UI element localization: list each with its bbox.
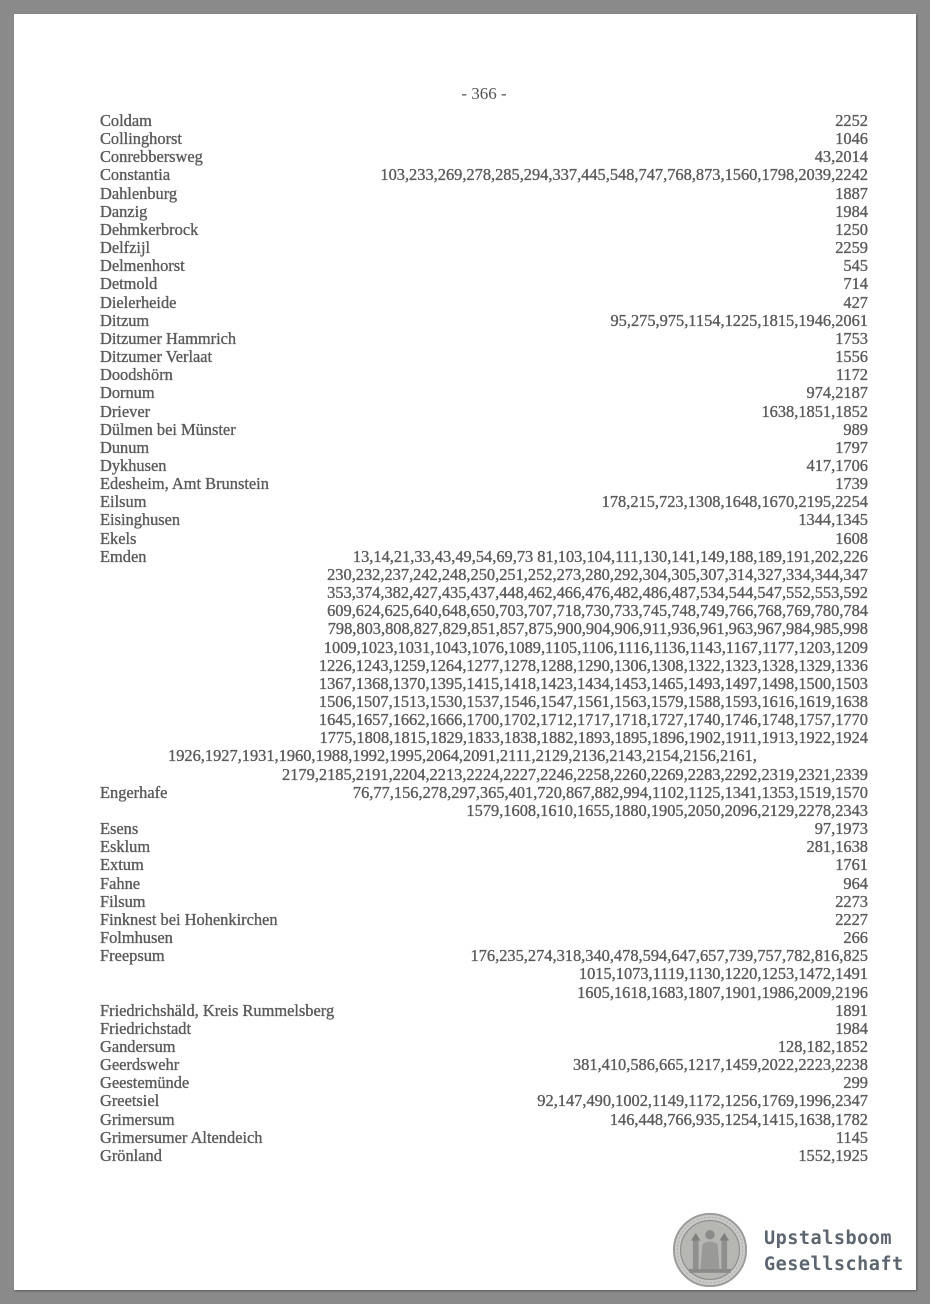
page-references-continuation: 353,374,382,427,435,437,448,462,466,476,482,486,487,534,544,547,552,553,592 xyxy=(327,583,868,603)
index-entry-line xyxy=(100,947,868,965)
index-entry-line xyxy=(100,1129,868,1147)
place-name: Grimersumer Altendeich xyxy=(100,1127,263,1147)
place-name: Doodshörn xyxy=(100,365,173,385)
publisher-name-line2: Gesellschaft xyxy=(764,1254,904,1275)
page-references: 2259 xyxy=(835,238,868,258)
index-entry-line xyxy=(100,439,868,457)
page-references: 714 xyxy=(843,274,868,294)
place-name: Ditzumer Hammrich xyxy=(100,328,237,348)
page-references: 417,1706 xyxy=(806,455,868,475)
page-references: 281,1638 xyxy=(806,837,868,857)
page-references: 1145 xyxy=(835,1127,868,1147)
place-name: Driever xyxy=(100,401,151,421)
index-entry xyxy=(100,439,868,457)
index-entry-line xyxy=(100,421,868,439)
place-name: Freepsum xyxy=(100,946,165,966)
index-entry xyxy=(100,1074,868,1092)
index-entry xyxy=(100,403,868,421)
page-references: 2273 xyxy=(835,891,868,911)
page-references-continuation: 1367,1368,1370,1395,1415,1418,1423,1434,1453,1465,1493,1497,1498,1500,1503 xyxy=(318,673,868,693)
page-references-continuation: 1009,1023,1031,1043,1076,1089,1105,1106,1116,1136,1143,1167,1177,1203,1209 xyxy=(323,637,868,657)
index-entry-line xyxy=(100,221,868,239)
index-entry xyxy=(100,511,868,529)
index-entry-line xyxy=(100,1147,868,1165)
page-references-continuation: 2179,2185,2191,2204,2213,2224,2227,2246,2258,2260,2269,2283,2292,2319,2321,2339 xyxy=(282,764,868,784)
page-references: 97,1973 xyxy=(814,819,868,839)
page-references: 989 xyxy=(843,419,868,439)
place-name: Dykhusen xyxy=(100,455,167,475)
index-entry xyxy=(100,530,868,548)
index-entry xyxy=(100,1092,868,1110)
page-references: 2252 xyxy=(835,111,868,130)
index-entry-line xyxy=(100,166,868,184)
page-references: 1172 xyxy=(835,365,868,385)
index-entry-line xyxy=(100,384,868,402)
seal-icon xyxy=(672,1212,748,1288)
publisher-name xyxy=(764,1226,904,1278)
index-entry xyxy=(100,457,868,475)
index-entry xyxy=(100,548,868,784)
index-entry-line xyxy=(100,838,868,856)
place-name: Esklum xyxy=(100,837,151,857)
index-entry xyxy=(100,1111,868,1129)
page-references: 178,215,723,1308,1648,1670,2195,2254 xyxy=(601,492,868,512)
place-name: Fahne xyxy=(100,873,141,893)
page-references: 1739 xyxy=(835,474,868,494)
index-entry xyxy=(100,203,868,221)
index-entry xyxy=(100,947,868,1001)
index-entry xyxy=(100,784,868,820)
index-entry xyxy=(100,294,868,312)
page-references: 13,14,21,33,43,49,54,69,73 81,103,104,111,130,141,149,188,189,191,202,226 xyxy=(352,546,868,566)
index-entry xyxy=(100,112,868,130)
index-entry-line xyxy=(100,203,868,221)
index-entry xyxy=(100,1129,868,1147)
page-references-continuation: 1605,1618,1683,1807,1901,1986,2009,2196 xyxy=(577,982,868,1002)
page-references: 1344,1345 xyxy=(798,510,868,530)
index-entry-line xyxy=(100,893,868,911)
index-entry xyxy=(100,475,868,493)
page-references: 381,410,586,665,1217,1459,2022,2223,2238 xyxy=(572,1055,868,1075)
index-entry-line xyxy=(100,475,868,493)
page-references-continuation: 1015,1073,1119,1130,1220,1253,1472,1491 xyxy=(578,964,868,984)
place-name: Detmold xyxy=(100,274,158,294)
index-entry-line xyxy=(100,911,868,929)
place-name: Emden xyxy=(100,546,147,566)
index-entry-line xyxy=(100,366,868,384)
index-entry-line xyxy=(100,511,868,529)
place-name: Dielerheide xyxy=(100,292,177,312)
index-entry-line xyxy=(100,239,868,257)
page-references: 43,2014 xyxy=(814,147,868,167)
page-references: 128,182,1852 xyxy=(777,1036,868,1056)
index-entry xyxy=(100,493,868,511)
page-references: 427 xyxy=(843,292,868,312)
index-entry xyxy=(100,820,868,838)
index-entry-line xyxy=(100,1056,868,1074)
index-entry-line xyxy=(100,112,868,130)
index-entry-line xyxy=(100,294,868,312)
index-entry-line xyxy=(100,1020,868,1038)
index-entry xyxy=(100,275,868,293)
place-name: Engerhafe xyxy=(100,782,168,802)
index-entry-line xyxy=(100,348,868,366)
page-references: 299 xyxy=(843,1073,868,1093)
index-entry-line xyxy=(100,856,868,874)
page-references: 1984 xyxy=(835,1018,868,1038)
index-entry xyxy=(100,239,868,257)
place-name: Constantia xyxy=(100,165,171,185)
index-entry xyxy=(100,185,868,203)
page-references: 92,147,490,1002,1149,1172,1256,1769,1996,2347 xyxy=(537,1091,868,1111)
page-references: 76,77,156,278,297,365,401,720,867,882,994,1102,1125,1341,1353,1519,1570 xyxy=(352,782,868,802)
page-references: 974,2187 xyxy=(806,383,868,403)
index-entry-line xyxy=(100,130,868,148)
index-entry xyxy=(100,221,868,239)
page-references: 964 xyxy=(843,873,868,893)
page-references: 1046 xyxy=(835,129,868,149)
index-entry-line xyxy=(100,820,868,838)
page-references-continuation: 1579,1608,1610,1655,1880,1905,2050,2096,2129,2278,2343 xyxy=(466,800,868,820)
index-entry xyxy=(100,893,868,911)
index-entry xyxy=(100,911,868,929)
page-references: 1556 xyxy=(835,347,868,367)
page-references: 103,233,269,278,285,294,337,445,548,747,768,873,1560,1798,2039,2242 xyxy=(380,165,868,185)
place-name: Geestemünde xyxy=(100,1073,190,1093)
index-entry-line xyxy=(100,312,868,330)
index-entry-line xyxy=(100,1092,868,1110)
place-index-list xyxy=(100,112,868,1165)
index-entry-line xyxy=(100,530,868,548)
page-references: 266 xyxy=(843,928,868,948)
index-entry xyxy=(100,1002,868,1020)
place-name: Grimersum xyxy=(100,1109,175,1129)
place-name: Finknest bei Hohenkirchen xyxy=(100,909,278,929)
page-references-continuation: 1775,1808,1815,1829,1833,1838,1882,1893,1895,1896,1902,1911,1913,1922,1924 xyxy=(319,728,868,748)
place-name: Delmenhorst xyxy=(100,256,185,276)
index-entry xyxy=(100,148,868,166)
index-entry xyxy=(100,348,868,366)
page-references: 1984 xyxy=(835,201,868,221)
index-entry-line xyxy=(100,148,868,166)
index-entry-line xyxy=(100,1074,868,1092)
index-entry-line xyxy=(100,1038,868,1056)
place-name: Eilsum xyxy=(100,492,147,512)
index-entry-line xyxy=(100,929,868,947)
place-name: Dehmkerbrock xyxy=(100,219,199,239)
page-references-continuation: 1645,1657,1662,1666,1700,1702,1712,1717,1718,1727,1740,1746,1748,1757,1770 xyxy=(318,710,868,730)
page-number: - 366 - xyxy=(461,84,507,103)
page-references: 1761 xyxy=(835,855,868,875)
page-references-continuation: 798,803,808,827,829,851,857,875,900,904,906,911,936,961,963,967,984,985,998 xyxy=(327,619,868,639)
index-entry-line xyxy=(100,457,868,475)
place-name: Edesheim, Amt Brunstein xyxy=(100,474,269,494)
index-entry-line xyxy=(100,1111,868,1129)
place-name: Dülmen bei Münster xyxy=(100,419,236,439)
page-references: 1638,1851,1852 xyxy=(761,401,868,421)
index-entry xyxy=(100,838,868,856)
place-name: Coldam xyxy=(100,111,152,130)
place-name: Gandersum xyxy=(100,1036,176,1056)
page-references: 1891 xyxy=(835,1000,868,1020)
page-references: 1552,1925 xyxy=(798,1145,868,1165)
index-entry xyxy=(100,421,868,439)
place-name: Ditzumer Verlaat xyxy=(100,347,213,367)
index-entry xyxy=(100,130,868,148)
index-entry xyxy=(100,929,868,947)
index-entry xyxy=(100,330,868,348)
publisher-name-line1: Upstalsboom xyxy=(764,1228,893,1249)
index-entry xyxy=(100,856,868,874)
page-references-continuation: 1506,1507,1513,1530,1537,1546,1547,1561,1563,1579,1588,1593,1616,1619,1638 xyxy=(318,692,868,711)
place-name: Dornum xyxy=(100,383,155,403)
page-references: 1797 xyxy=(835,437,868,457)
document-page xyxy=(14,14,916,1290)
place-name: Dunum xyxy=(100,437,150,457)
index-entry xyxy=(100,1147,868,1165)
place-name: Extum xyxy=(100,855,144,875)
index-entry xyxy=(100,875,868,893)
page-references: 1608 xyxy=(835,528,868,548)
place-name: Danzig xyxy=(100,201,148,221)
index-entry xyxy=(100,384,868,402)
index-entry-line xyxy=(100,493,868,511)
page-references: 146,448,766,935,1254,1415,1638,1782 xyxy=(609,1109,868,1129)
page-references: 1887 xyxy=(835,183,868,203)
place-name: Friedrichstadt xyxy=(100,1018,192,1038)
page-references: 95,275,975,1154,1225,1815,1946,2061 xyxy=(610,310,868,330)
place-name: Conrebbersweg xyxy=(100,147,203,167)
index-entry xyxy=(100,257,868,275)
index-entry-line xyxy=(100,275,868,293)
index-entry xyxy=(100,312,868,330)
index-entry xyxy=(100,1056,868,1074)
place-name: Friedrichshäld, Kreis Rummelsberg xyxy=(100,1000,335,1020)
place-name: Ditzum xyxy=(100,310,150,330)
index-entry-line xyxy=(100,257,868,275)
place-name: Delfzijl xyxy=(100,238,151,258)
place-name: Geerdswehr xyxy=(100,1055,180,1075)
page-references: 545 xyxy=(843,256,868,276)
index-entry-line xyxy=(100,548,868,566)
place-name: Folmhusen xyxy=(100,928,173,948)
page-references: 1753 xyxy=(835,328,868,348)
page-references: 1250 xyxy=(835,219,868,239)
page-references-continuation: 609,624,625,640,648,650,703,707,718,730,733,745,748,749,766,768,769,780,784 xyxy=(327,601,868,621)
place-name: Grönland xyxy=(100,1145,162,1165)
place-name: Collinghorst xyxy=(100,129,182,149)
index-entry xyxy=(100,366,868,384)
page-references-continuation: 230,232,237,242,248,250,251,252,273,280,292,304,305,307,314,327,334,344,347 xyxy=(327,564,868,584)
place-name: Eisinghusen xyxy=(100,510,181,530)
place-name: Greetsiel xyxy=(100,1091,160,1111)
page-references: 176,235,274,318,340,478,594,647,657,739,757,782,816,825 xyxy=(470,946,868,966)
index-entry xyxy=(100,1038,868,1056)
index-entry-line xyxy=(100,875,868,893)
index-entry-line xyxy=(100,330,868,348)
publisher-logo xyxy=(662,1206,922,1296)
place-name: Ekels xyxy=(100,528,137,548)
index-entry xyxy=(100,1020,868,1038)
page-references: 2227 xyxy=(835,909,868,929)
place-name: Dahlenburg xyxy=(100,183,178,203)
index-entry-line xyxy=(100,403,868,421)
page-references-continuation: 1226,1243,1259,1264,1277,1278,1288,1290,1306,1308,1322,1323,1328,1329,1336 xyxy=(318,655,868,675)
page-references-continuation: 1926,1927,1931,1960,1988,1992,1995,2064,2091,2111,2129,2136,2143,2154,2156,2161, xyxy=(168,746,757,766)
index-entry-line xyxy=(100,185,868,203)
place-name: Filsum xyxy=(100,891,146,911)
place-name: Esens xyxy=(100,819,139,839)
index-entry-line xyxy=(100,784,868,802)
index-entry-line xyxy=(100,1002,868,1020)
index-entry xyxy=(100,166,868,184)
